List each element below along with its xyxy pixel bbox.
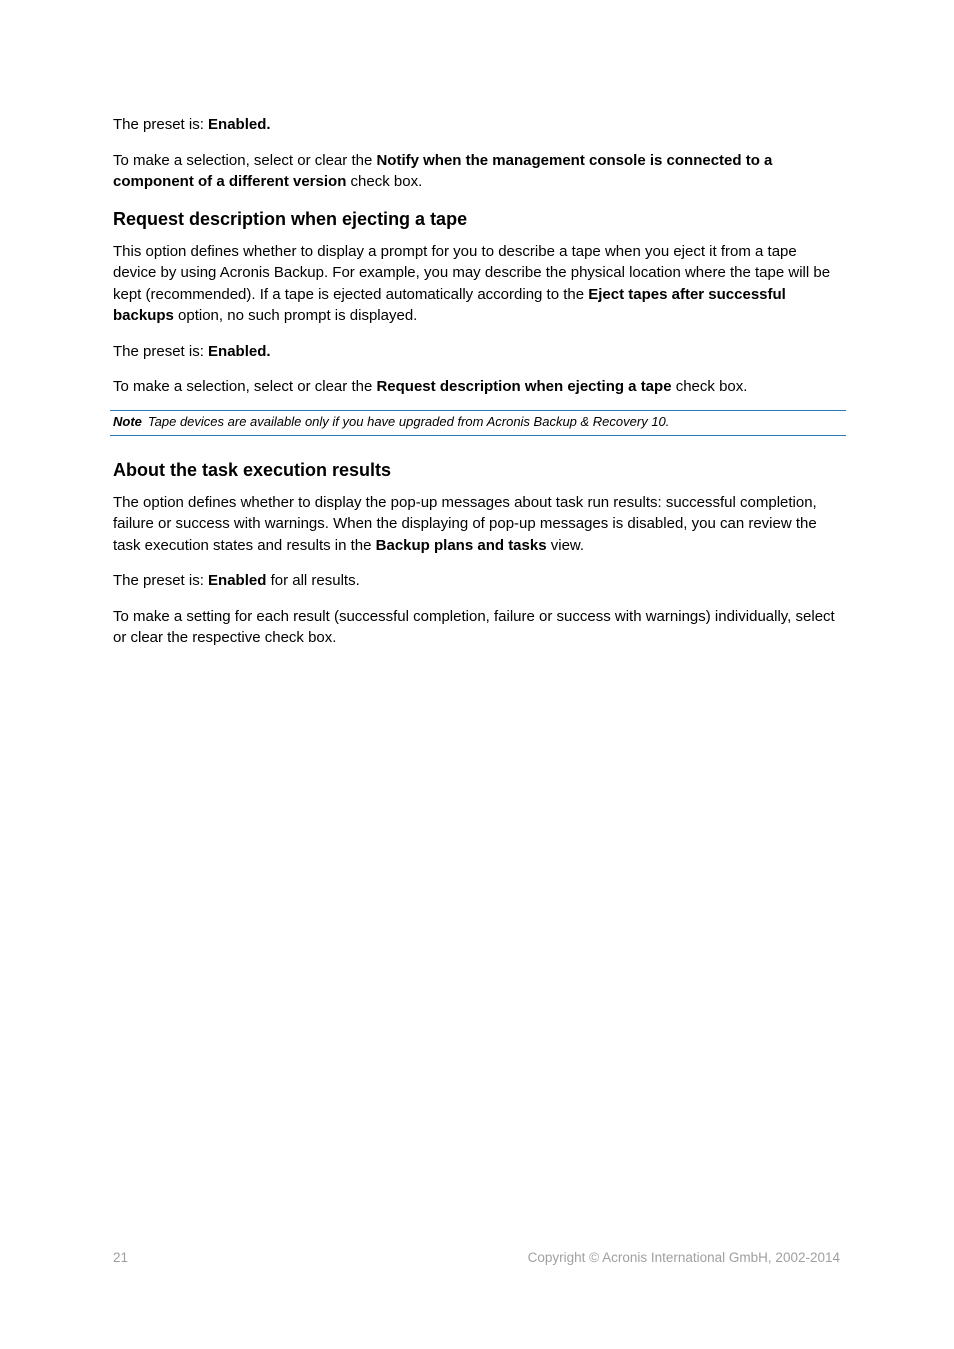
results-desc-part1: The option defines whether to display the pop-up messages about task run results: successful completion, failure or success with warnings. When the displaying of pop-up messages is disabled, you can review the task execution states and results in the [113,493,817,554]
tape-preset-value: Enabled. [208,342,271,360]
results-desc-part2: view. [546,536,585,554]
page-content [113,114,843,663]
results-preset-suffix: for all results. [266,572,360,589]
notify-selection-option: Notify when the management console is connected to a component of a different version [113,151,773,190]
tape-section-heading: Request description when ejecting a tape [113,208,468,229]
results-setting-paragraph: To make a setting for each result (successful completion, failure or success with warnings) individually, select or clear the respective check box. [113,607,835,646]
tape-selection-suffix: check box. [671,378,748,395]
tape-note [110,410,846,436]
copyright-notice: Copyright © Acronis International GmbH, 2002-2014 [527,1250,840,1265]
tape-desc-option: Eject tapes after successful backups [113,285,786,324]
notify-selection-suffix: check box. [346,173,423,190]
tape-selection-paragraph [113,376,843,398]
tape-desc-part2: option, no such prompt is displayed. [173,307,418,324]
tape-selection-option: Request description when ejecting a tape [376,378,672,395]
notify-preset-paragraph [113,114,843,136]
notify-selection-paragraph [113,150,843,193]
results-preset-value: Enabled [208,572,267,589]
tape-preset-paragraph [113,341,843,363]
note-label: Note [113,413,142,429]
notify-preset-prefix: The preset is: [113,116,209,133]
tape-description-paragraph [113,241,843,327]
results-desc-view: Backup plans and tasks [375,536,547,554]
results-section-heading: About the task execution results [113,459,392,480]
notify-preset-value: Enabled. [208,116,271,133]
page-footer [113,1250,840,1265]
results-preset-prefix: The preset is: [113,572,209,589]
tape-selection-prefix: To make a selection, select or clear the [113,378,377,395]
results-preset-paragraph [113,570,843,592]
results-description-paragraph [113,492,843,557]
note-text: Tape devices are available only if you have upgraded from Acronis Backup & Recovery 10. [147,413,670,429]
tape-desc-part1: This option defines whether to display a prompt for you to describe a tape when you eject it from a tape device by using Acronis Backup. For example, you may describe the physical location where the tape will be kept (recommended). If a tape is ejected automatically according to the [113,242,831,303]
notify-selection-prefix: To make a selection, select or clear the [113,151,377,169]
tape-preset-prefix: The preset is: [113,342,209,360]
page-number: 21 [113,1250,129,1265]
